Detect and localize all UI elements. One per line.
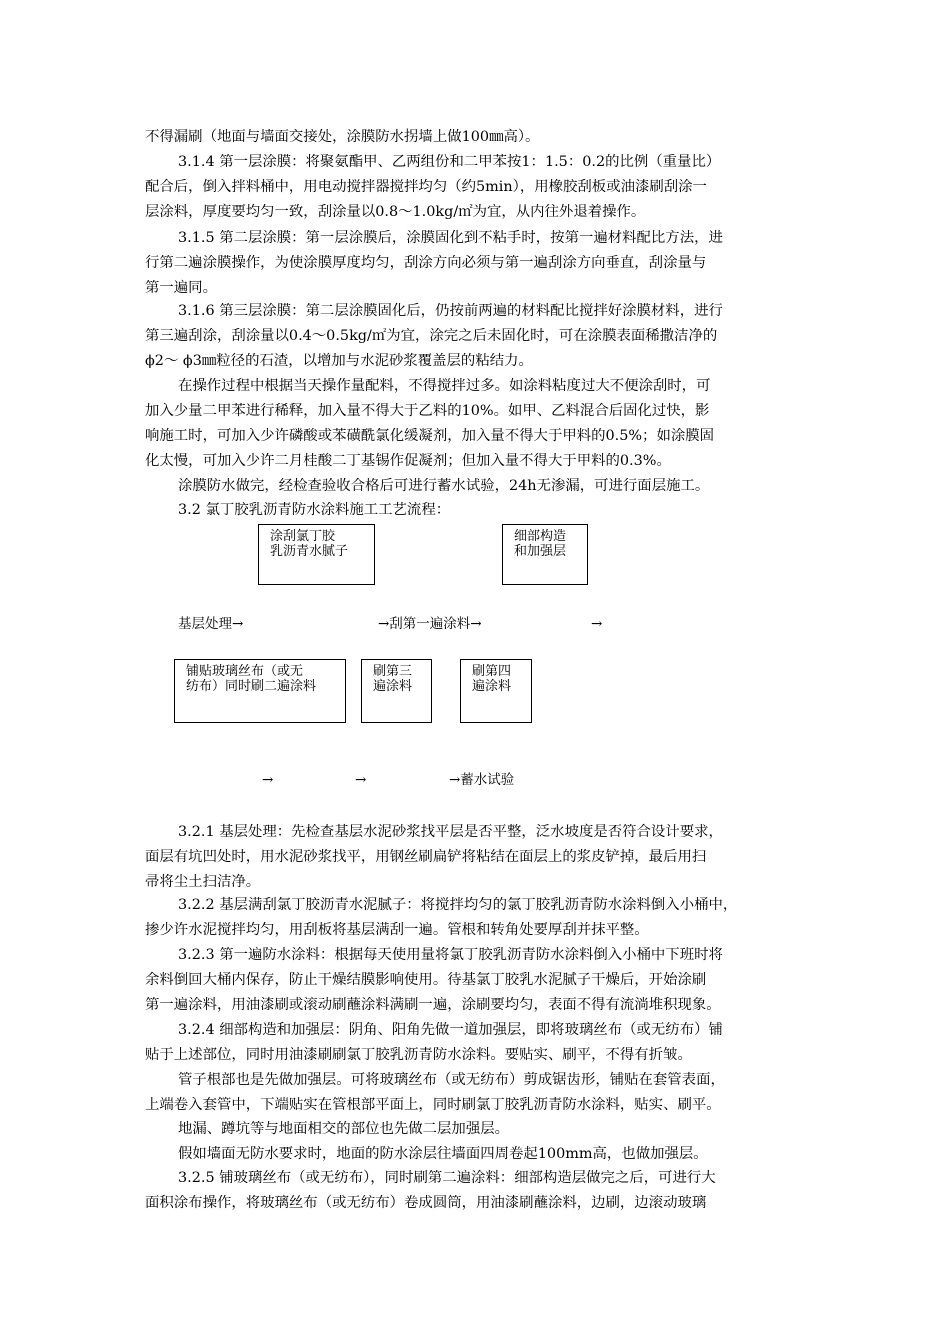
flow-box-text: 刷第四 [472, 664, 512, 679]
paragraph-line: 3.2.1 基层处理：先检查基层水泥砂浆找平层是否平整，泛水坡度是否符合设计要求， [178, 824, 723, 840]
paragraph-line: 贴于上述部位，同时用油漆刷刷氯丁胶乳沥青防水涂料。要贴实、刷平，不得有折皱。 [145, 1047, 692, 1063]
paragraph-line: 3.1.4 第一层涂膜：将聚氨酯甲、乙两组份和二甲苯按1：1.5：0.2的比例（重量比） [178, 154, 721, 170]
paragraph-line: 响施工时，可加入少许磷酸或苯磺酰氯化缓凝剂，加入量不得大于甲料的0.5%；如涂膜固 [145, 428, 715, 444]
paragraph-line: 地漏、蹲坑等与地面相交的部位也先做二层加强层。 [178, 1121, 509, 1137]
paragraph-line: 层涂料，厚度要均匀一致，刮涂量以0.8～1.0kg/㎡为宜，从内往外退着操作。 [145, 204, 646, 220]
paragraph-line: 涂膜防水做完，经检查验收合格后可进行蓄水试验，24h无渗漏，可进行面层施工。 [178, 478, 710, 494]
paragraph-line: 第一遍涂料，用油漆刷或滚动刷蘸涂料满刷一遍，涂刷要均匀，表面不得有流淌堆积现象。 [145, 997, 721, 1013]
paragraph-line: 3.1.6 第三层涂膜：第二层涂膜固化后，仍按前两遍的材料配比搅拌好涂膜材料，进行 [178, 303, 723, 319]
section-heading: 3.2 氯丁胶乳沥青防水涂料施工工艺流程： [178, 502, 451, 518]
paragraph-line: ϕ2～ ϕ3㎜粒径的石渣，以增加与水泥砂浆覆盖层的粘结力。 [145, 353, 533, 369]
flow-step-first-coat: →刮第一遍涂料→ [378, 616, 482, 632]
flow-step-base: 基层处理→ [178, 616, 244, 632]
flow-box-detail-reinforcement [502, 524, 588, 585]
paragraph-line: 面层有坑凹处时，用水泥砂浆找平，用钢丝刷扁铲将粘结在面层上的浆皮铲掉，最后用扫 [145, 849, 707, 865]
paragraph-line: 3.2.5 铺玻璃丝布（或无纺布），同时刷第二遍涂料：细部构造层做完之后，可进行大 [178, 1170, 716, 1186]
flow-box-text: 和加强层 [514, 544, 567, 559]
flow-arrow: → [262, 772, 274, 788]
flow-box-text: 涂刮氯丁胶 [270, 529, 336, 544]
paragraph-line: 第三遍刮涂，刮涂量以0.4～0.5kg/㎡为宜，涂完之后未固化时，可在涂膜表面稀撒洁净的 [145, 328, 718, 344]
paragraph-line: 第一遍同。 [145, 280, 217, 296]
flow-box-text: 遍涂料 [472, 679, 512, 694]
flow-box-glass-fiber [174, 659, 346, 723]
flow-box-text: 乳沥青水腻子 [270, 544, 349, 559]
paragraph-line: 面积涂布操作，将玻璃丝布（或无纺布）卷成圆筒，用油漆刷蘸涂料，边刷，边滚动玻璃 [145, 1195, 707, 1211]
paragraph-line: 化太慢，可加入少许二月桂酸二丁基锡作促凝剂；但加入量不得大于甲料的0.3%。 [145, 453, 671, 469]
paragraph-line: 在操作过程中根据当天操作量配料，不得搅拌过多。如涂料粘度过大不便涂刮时，可 [178, 378, 711, 394]
flow-box-text: 细部构造 [514, 529, 567, 544]
paragraph-line: 加入少量二甲苯进行稀释，加入量不得大于乙料的10%。如甲、乙料混合后固化过快，影 [145, 403, 710, 419]
flow-box-text: 遍涂料 [373, 679, 413, 694]
paragraph-line: 3.1.5 第二层涂膜：第一层涂膜后，涂膜固化到不粘手时，按第一遍材料配比方法，进 [178, 230, 723, 246]
flow-step-water-test: →蓄水试验 [449, 772, 515, 788]
flow-box-text: 纺布）同时刷二遍涂料 [186, 679, 317, 694]
flow-arrow: → [591, 616, 603, 632]
flow-box-text: 铺贴玻璃丝布（或无 [186, 664, 304, 679]
paragraph-line: 3.2.2 基层满刮氯丁胶沥青水泥腻子：将搅拌均匀的氯丁胶乳沥青防水涂料倒入小桶中， [178, 897, 738, 913]
paragraph-line: 掺少许水泥搅拌均匀，用刮板将基层满刮一遍。管根和转角处要厚刮并抹平整。 [145, 922, 649, 938]
paragraph-line: 配合后，倒入拌料桶中，用电动搅拌器搅拌均匀（约5min），用橡胶刮板或油漆刷刮涂一 [145, 179, 707, 195]
paragraph-line: 余料倒回大桶内保存，防止干燥结膜影响使用。待基氯丁胶乳水泥腻子干燥后，开始涂刷 [145, 972, 707, 988]
flow-box-text: 刷第三 [373, 664, 413, 679]
paragraph-line: 3.2.4 细部构造和加强层：阴角、阳角先做一道加强层，即将玻璃丝布（或无纺布）铺 [178, 1022, 723, 1038]
paragraph-line: 帚将尘土扫洁净。 [145, 874, 261, 890]
paragraph-line: 上端卷入套管中，下端贴实在管根部平面上，同时刷氯丁胶乳沥青防水涂料，贴实、刷平。 [145, 1097, 721, 1113]
paragraph-line: 不得漏刷（地面与墙面交接处，涂膜防水拐墙上做100㎜高）。 [145, 129, 540, 145]
paragraph-line: 行第二遍涂膜操作，为使涂膜厚度均匀，刮涂方向必须与第一遍刮涂方向垂直，刮涂量与 [145, 255, 707, 271]
flow-box-fourth-coat [460, 659, 532, 723]
flow-box-putty [258, 524, 375, 585]
paragraph-line: 管子根部也是先做加强层。可将玻璃丝布（或无纺布）剪成锯齿形，铺贴在套管表面， [178, 1072, 725, 1088]
paragraph-line: 3.2.3 第一遍防水涂料：根据每天使用量将氯丁胶乳沥青防水涂料倒入小桶中下班时将 [178, 947, 723, 963]
flow-box-third-coat [361, 659, 432, 723]
paragraph-line: 假如墙面无防水要求时，地面的防水涂层往墙面四周卷起100mm高，也做加强层。 [178, 1146, 708, 1162]
flow-arrow: → [355, 772, 367, 788]
